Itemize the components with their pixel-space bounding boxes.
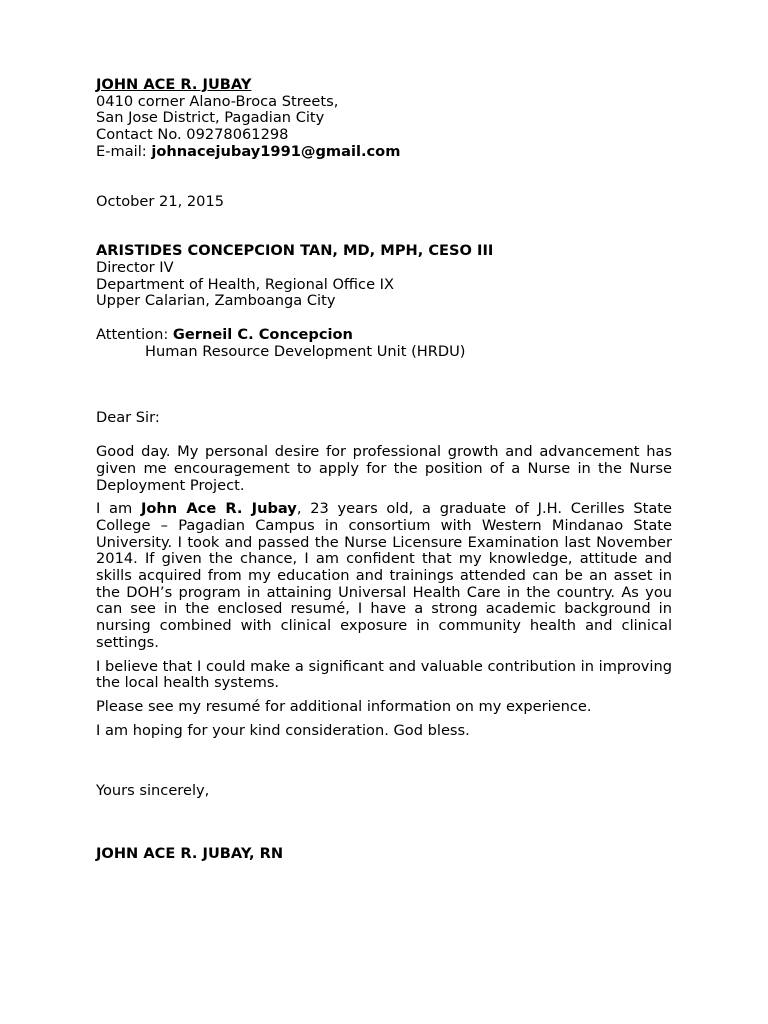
recipient-block — [96, 243, 672, 310]
recipient-title: Director IV — [96, 258, 174, 276]
letter-date: October 21, 2015 — [96, 192, 225, 210]
body-paragraph-1: Good day. My personal desire for professional growth and advancement has given me encouragement to apply for the position of a Nurse in the Nurse Deployment Project. — [96, 443, 672, 494]
attention-label: Attention: — [96, 326, 173, 344]
body-paragraph-5: I am hoping for your kind consideration. God bless. — [96, 721, 470, 739]
sender-email-line — [96, 144, 672, 161]
applicant-name: John Ace R. Jubay — [140, 500, 297, 518]
closing: Yours sincerely, — [96, 782, 210, 800]
attention-block — [96, 327, 672, 360]
body-paragraph-3: I believe that I could make a significant and valuable contribution in improving the local health systems. — [96, 657, 672, 692]
attention-unit: Human Resource Development Unit (HRDU) — [145, 342, 466, 360]
sender-block — [96, 77, 672, 161]
salutation: Dear Sir: — [96, 409, 160, 427]
letter-body — [96, 444, 672, 739]
sender-contact: Contact No. 09278061298 — [96, 126, 289, 144]
recipient-office: Department of Health, Regional Office IX — [96, 275, 394, 293]
email-label: E-mail: — [96, 142, 152, 160]
recipient-name: ARISTIDES CONCEPCION TAN, MD, MPH, CESO III — [96, 242, 494, 260]
signature-name: JOHN ACE R. JUBAY, RN — [96, 845, 284, 863]
attention-name: Gerneil C. Concepcion — [172, 326, 353, 344]
paragraph-2-prefix: I am — [96, 500, 141, 518]
body-paragraph-2 — [96, 501, 672, 651]
cover-letter — [96, 77, 672, 863]
body-paragraph-4: Please see my resumé for additional information on my experience. — [96, 697, 592, 715]
paragraph-2-text: , 23 years old, a graduate of J.H. Cerilles State College – Pagadian Campus in consortium with Western Mindanao State University. I took and passed the Nurse Licensure Examination last November 2014. If given the chance, I am confident that my knowledge, attitude and skills acquired from my education and trainings attended can be an asset in the DOH’s program in attaining Universal Health Care in the country. As you can see in the enclosed resumé, I have a strong academic background in nursing combined with clinical exposure in community health and clinical settings. — [96, 500, 672, 651]
attention-line — [96, 327, 672, 344]
sender-email: johnacejubay1991@gmail.com — [151, 142, 401, 160]
sender-name: JOHN ACE R. JUBAY — [96, 76, 252, 93]
recipient-address: Upper Calarian, Zamboanga City — [96, 292, 336, 310]
sender-address-line1: 0410 corner Alano-Broca Streets, — [96, 92, 339, 110]
sender-address-line2: San Jose District, Pagadian City — [96, 109, 325, 127]
